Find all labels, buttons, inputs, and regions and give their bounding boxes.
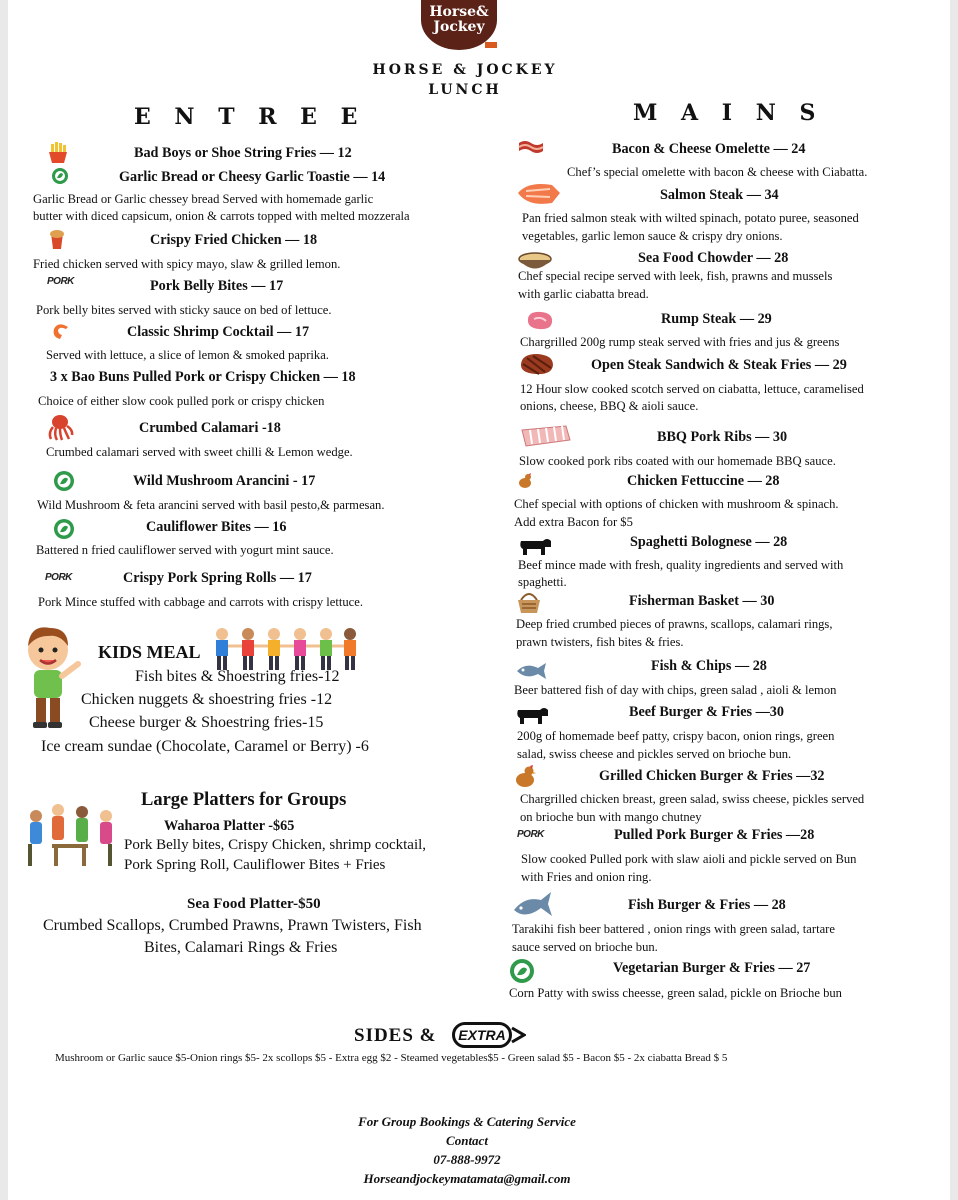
pork-icon: PORK — [45, 572, 72, 583]
platter-desc: Pork Spring Roll, Cauliflower Bites + Fries — [124, 857, 386, 873]
main-item-desc: salad, swiss cheese and pickles served on brioche bun. — [517, 747, 792, 761]
mains-heading: M A I N S — [633, 100, 824, 126]
contact-phone: 07-888-9972 — [433, 1152, 501, 1167]
contact-label: Contact — [446, 1133, 488, 1148]
main-item-desc: Beer battered fish of day with chips, green salad , aioli & lemon — [514, 683, 837, 697]
restaurant-name: HORSE & JOCKEY — [372, 62, 558, 78]
steak-icon — [525, 309, 555, 331]
main-item-desc: Slow cooked Pulled pork with slaw aioli and pickle served on Bun — [521, 852, 857, 866]
entree-item-desc: Served with lettuce, a slice of lemon & smoked paprika. — [46, 348, 329, 362]
vegetarian-icon — [51, 167, 69, 185]
vegetarian-icon — [509, 958, 535, 984]
platter-desc: Pork Belly bites, Crispy Chicken, shrimp cocktail, — [124, 837, 427, 853]
pork-ribs-icon — [520, 422, 572, 448]
main-item-desc: with Fries and onion ring. — [521, 870, 652, 884]
main-item-desc: spaghetti. — [518, 575, 567, 589]
fish-icon — [511, 890, 553, 922]
entree-item-desc: Garlic Bread or Garlic chessey bread Served with homemade garlic — [33, 192, 374, 206]
horse-jockey-logo — [421, 0, 497, 50]
cow-icon — [517, 535, 553, 557]
main-item-title: Rump Steak — 29 — [661, 311, 772, 327]
kids-item: Ice cream sundae (Chocolate, Caramel or Berry) -6 — [41, 738, 369, 755]
kids-meal-heading: KIDS MEAL — [98, 642, 201, 662]
main-item-title: Bacon & Cheese Omelette — 24 — [612, 141, 806, 157]
platter-title: Sea Food Platter-$50 — [187, 896, 321, 912]
entree-item-desc: Choice of either slow cook pulled pork or crispy chicken — [38, 394, 325, 408]
entree-item-desc: Pork Mince stuffed with cabbage and carrots with crispy lettuce. — [38, 595, 364, 609]
chowder-bowl-icon — [517, 251, 553, 271]
menu-type: LUNCH — [428, 82, 502, 98]
chicken-icon — [514, 765, 536, 789]
main-item-title: Spaghetti Bolognese — 28 — [630, 534, 788, 550]
main-item-title: Grilled Chicken Burger & Fries —32 — [599, 768, 825, 784]
entree-item-desc: Battered n fried cauliflower served with yogurt mint sauce. — [36, 543, 334, 557]
main-item-title: Fish Burger & Fries — 28 — [628, 897, 786, 913]
main-item-desc: with garlic ciabatta bread. — [518, 287, 649, 301]
main-item-desc: Chef special recipe served with leek, fish, prawns and mussels — [518, 269, 833, 283]
group-bookings-note: For Group Bookings & Catering Service — [358, 1114, 576, 1129]
entree-item-title: 3 x Bao Buns Pulled Pork or Crispy Chicken — 18 — [50, 369, 356, 385]
entree-item-title: Crumbed Calamari -18 — [139, 420, 281, 436]
main-item-desc: Chargrilled 200g rump steak served with fries and jus & greens — [520, 335, 840, 349]
chicken-icon — [517, 472, 533, 490]
main-item-title: Pulled Pork Burger & Fries —28 — [614, 827, 815, 843]
entree-item-title: Crispy Fried Chicken — 18 — [150, 232, 318, 248]
main-item-desc: vegetables, garlic lemon sauce & crispy dry onions. — [522, 229, 783, 243]
main-item-desc: sauce served on brioche bun. — [512, 940, 658, 954]
logo-ribbon — [485, 42, 497, 48]
entree-item-title: Wild Mushroom Arancini - 17 — [133, 473, 316, 489]
sides-heading: SIDES & — [354, 1025, 437, 1046]
main-item-desc: Slow cooked pork ribs coated with our homemade BBQ sauce. — [519, 454, 836, 468]
entree-item-desc: Pork belly bites served with sticky sauce on bed of lettuce. — [36, 303, 332, 317]
cow-icon — [514, 704, 550, 726]
main-item-desc: prawn twisters, fish bites & fries. — [516, 635, 684, 649]
kid-cartoon-icon — [18, 620, 86, 738]
kids-item: Fish bites & Shoestring fries-12 — [135, 668, 340, 685]
entree-item-desc: butter with diced capsicum, onion & carrots topped with melted mozzerala — [33, 209, 410, 223]
main-item-title: Fisherman Basket — 30 — [629, 593, 775, 609]
main-item-desc: Tarakihi fish beer battered , onion rings with green salad, tartare — [512, 922, 835, 936]
entree-heading: E N T R E E — [134, 104, 366, 130]
vegetarian-icon — [53, 470, 75, 492]
main-item-desc: on brioche bun with mango chutney — [520, 810, 702, 824]
main-item-title: Fish & Chips — 28 — [651, 658, 767, 674]
shrimp-icon — [50, 321, 72, 343]
main-item-desc: Add extra Bacon for $5 — [514, 515, 633, 529]
logo-line-1: Horse& — [429, 4, 489, 20]
fries-icon — [46, 140, 70, 164]
platter-desc: Crumbed Scallops, Crumbed Prawns, Prawn Twisters, Fish — [43, 917, 422, 934]
main-item-title: Open Steak Sandwich & Steak Fries — 29 — [591, 357, 847, 373]
main-item-desc: onions, cheese, BBQ & aioli sauce. — [520, 399, 699, 413]
contact-email: Horseandjockeymatamata@gmail.com — [363, 1171, 571, 1186]
entree-item-title: Classic Shrimp Cocktail — 17 — [127, 324, 310, 340]
fried-chicken-icon — [47, 229, 67, 251]
platter-title: Waharoa Platter -$65 — [164, 818, 295, 834]
salmon-icon — [516, 181, 562, 207]
basket-icon — [516, 590, 542, 614]
left-border — [0, 0, 8, 1200]
main-item-desc: Deep fried crumbed pieces of prawns, scallops, calamari rings, — [516, 617, 833, 631]
entree-item-title: Crispy Pork Spring Rolls — 17 — [123, 570, 312, 586]
vegetarian-icon — [53, 518, 75, 540]
main-item-desc: Chef special with options of chicken with mushroom & spinach. — [514, 497, 839, 511]
children-holding-hands-icon — [210, 626, 360, 672]
entree-item-desc: Wild Mushroom & feta arancini served with basil pesto,& parmesan. — [37, 498, 385, 512]
main-item-desc: Corn Patty with swiss cheesse, green salad, pickle on Brioche bun — [509, 986, 842, 1000]
arrow-icon — [510, 1026, 526, 1044]
main-item-title: Vegetarian Burger & Fries — 27 — [613, 960, 811, 976]
main-item-desc: Chef’s special omelette with bacon & cheese with Ciabatta. — [567, 165, 868, 179]
right-border — [950, 0, 958, 1200]
kids-item: Cheese burger & Shoestring fries-15 — [89, 714, 324, 731]
group-people-icon — [22, 800, 118, 870]
main-item-desc: 12 Hour slow cooked scotch served on ciabatta, lettuce, caramelised — [520, 382, 864, 396]
sides-list: Mushroom or Garlic sauce $5-Onion rings $5- 2x scollops $5 - Extra egg $2 - Steamed vegetables$5 - Green salad $5 - Bacon $5 - 2x ciabatta Bread $ 5 — [55, 1052, 728, 1064]
main-item-title: Sea Food Chowder — 28 — [638, 250, 789, 266]
main-item-title: Chicken Fettuccine — 28 — [627, 473, 780, 489]
main-item-title: Beef Burger & Fries —30 — [629, 704, 784, 720]
main-item-title: BBQ Pork Ribs — 30 — [657, 429, 788, 445]
entree-item-title: Bad Boys or Shoe String Fries — 12 — [134, 145, 352, 161]
main-item-desc: Chargrilled chicken breast, green salad, swiss cheese, pickles served — [520, 792, 865, 806]
octopus-icon — [45, 413, 75, 441]
main-item-title: Salmon Steak — 34 — [660, 187, 779, 203]
entree-item-title: Cauliflower Bites — 16 — [146, 519, 287, 535]
fish-icon — [514, 660, 548, 682]
platter-desc: Bites, Calamari Rings & Fries — [144, 939, 338, 956]
platters-heading: Large Platters for Groups — [141, 790, 347, 810]
main-item-desc: 200g of homemade beef patty, crispy bacon, onion rings, green — [517, 729, 835, 743]
logo-line-2: Jockey — [433, 19, 485, 35]
entree-item-desc: Crumbed calamari served with sweet chilli & Lemon wedge. — [46, 445, 353, 459]
main-item-desc: Pan fried salmon steak with wilted spinach, potato puree, seasoned — [522, 211, 859, 225]
entree-item-desc: Fried chicken served with spicy mayo, slaw & grilled lemon. — [33, 257, 341, 271]
kids-item: Chicken nuggets & shoestring fries -12 — [81, 691, 333, 708]
pork-icon: PORK — [47, 276, 74, 287]
pork-icon: PORK — [517, 829, 544, 840]
entree-item-title: Pork Belly Bites — 17 — [150, 278, 284, 294]
bacon-icon — [518, 139, 544, 155]
grilled-steak-icon — [519, 352, 555, 376]
extra-badge: EXTRA — [452, 1022, 512, 1048]
entree-item-title: Garlic Bread or Cheesy Garlic Toastie — 14 — [119, 169, 386, 185]
main-item-desc: Beef mince made with fresh, quality ingredients and served with — [518, 558, 844, 572]
